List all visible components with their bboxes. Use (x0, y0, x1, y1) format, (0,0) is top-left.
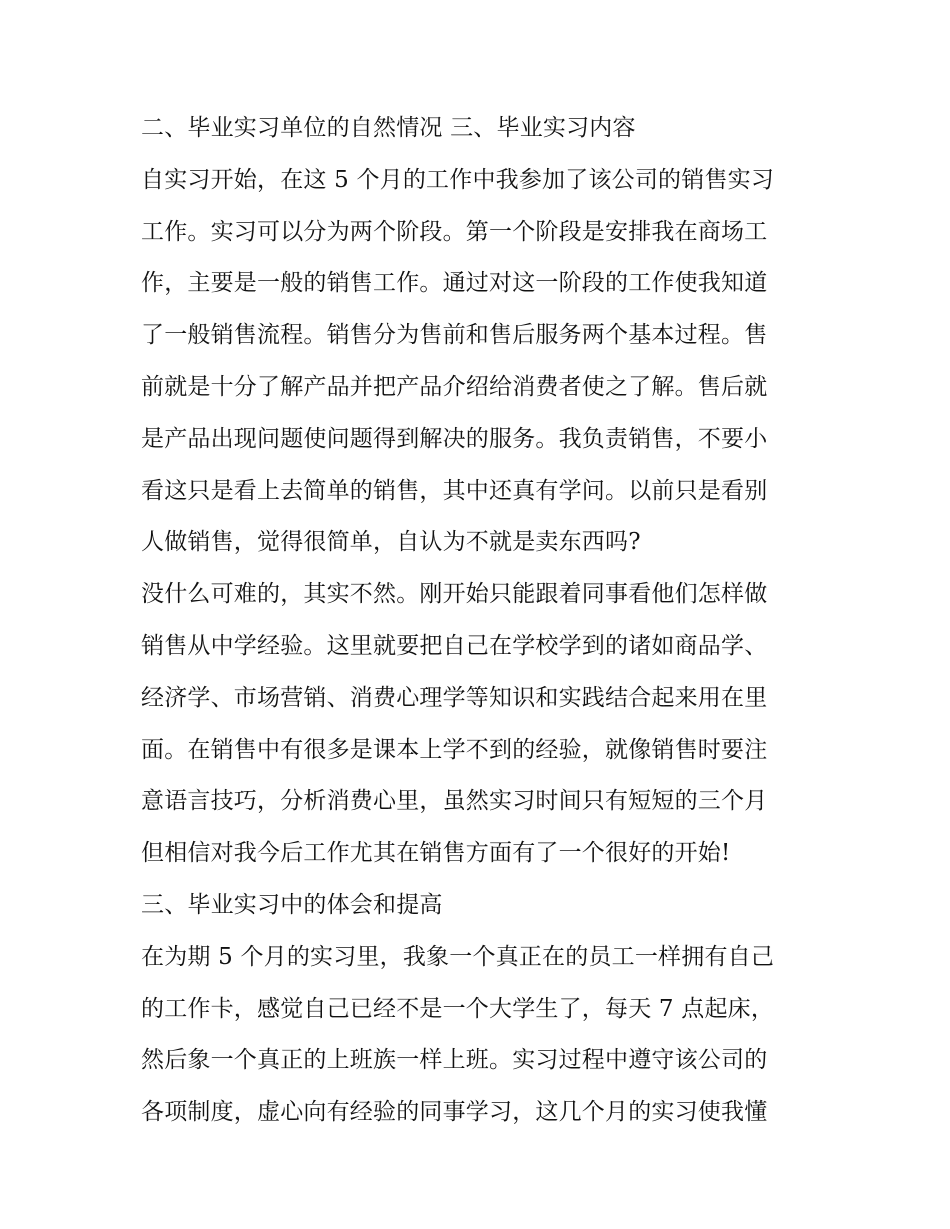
text-line: 然后象一个真正的上班族一样上班。实习过程中遵守该公司的 (141, 1047, 768, 1074)
text-line: 工作。实习可以分为两个阶段。第一个阶段是安排我在商场工 (141, 218, 768, 245)
text-line: 经济学、市场营销、消费心理学等知识和实践结合起来用在里 (141, 684, 768, 711)
text-line: 的工作卡，感觉自己已经不是一个大学生了，每天 7 点起床， (141, 995, 775, 1022)
text-line: 是产品出现问题使问题得到解决的服务。我负责销售，不要小 (141, 425, 768, 452)
text-line: 人做销售，觉得很简单，自认为不就是卖东西吗? (141, 529, 641, 556)
section-heading: 三、毕业实习中的体会和提高 (141, 891, 443, 918)
text-line: 了一般销售流程。销售分为售前和售后服务两个基本过程。售 (141, 322, 768, 349)
text-line: 面。在销售中有很多是课本上学不到的经验，就像销售时要注 (141, 736, 768, 763)
text-line: 在为期 5 个月的实习里，我象一个真正在的员工一样拥有自己 (141, 943, 775, 970)
text-line: 看这只是看上去简单的销售，其中还真有学问。以前只是看别 (141, 477, 768, 504)
body-text (141, 107, 831, 1143)
text-line: 各项制度，虚心向有经验的同事学习，这几个月的实习使我懂 (141, 1099, 768, 1126)
text-line: 但相信对我今后工作尤其在销售方面有了一个很好的开始! (141, 840, 731, 867)
text-line: 二、毕业实习单位的自然情况 三、毕业实习内容 (141, 115, 636, 141)
text-line: 作，主要是一般的销售工作。通过对这一阶段的工作使我知道 (141, 270, 768, 297)
text-line: 没什么可难的，其实不然。刚开始只能跟着同事看他们怎样做 (141, 581, 768, 608)
text-line: 销售从中学经验。这里就要把自己在学校学到的诸如商品学、 (141, 632, 768, 659)
text-line: 意语言技巧，分析消费心里，虽然实习时间只有短短的三个月 (141, 788, 768, 815)
text-line: 前就是十分了解产品并把产品介绍给消费者使之了解。售后就 (141, 373, 768, 400)
text-line: 自实习开始，在这 5 个月的工作中我参加了该公司的销售实习 (141, 166, 775, 193)
